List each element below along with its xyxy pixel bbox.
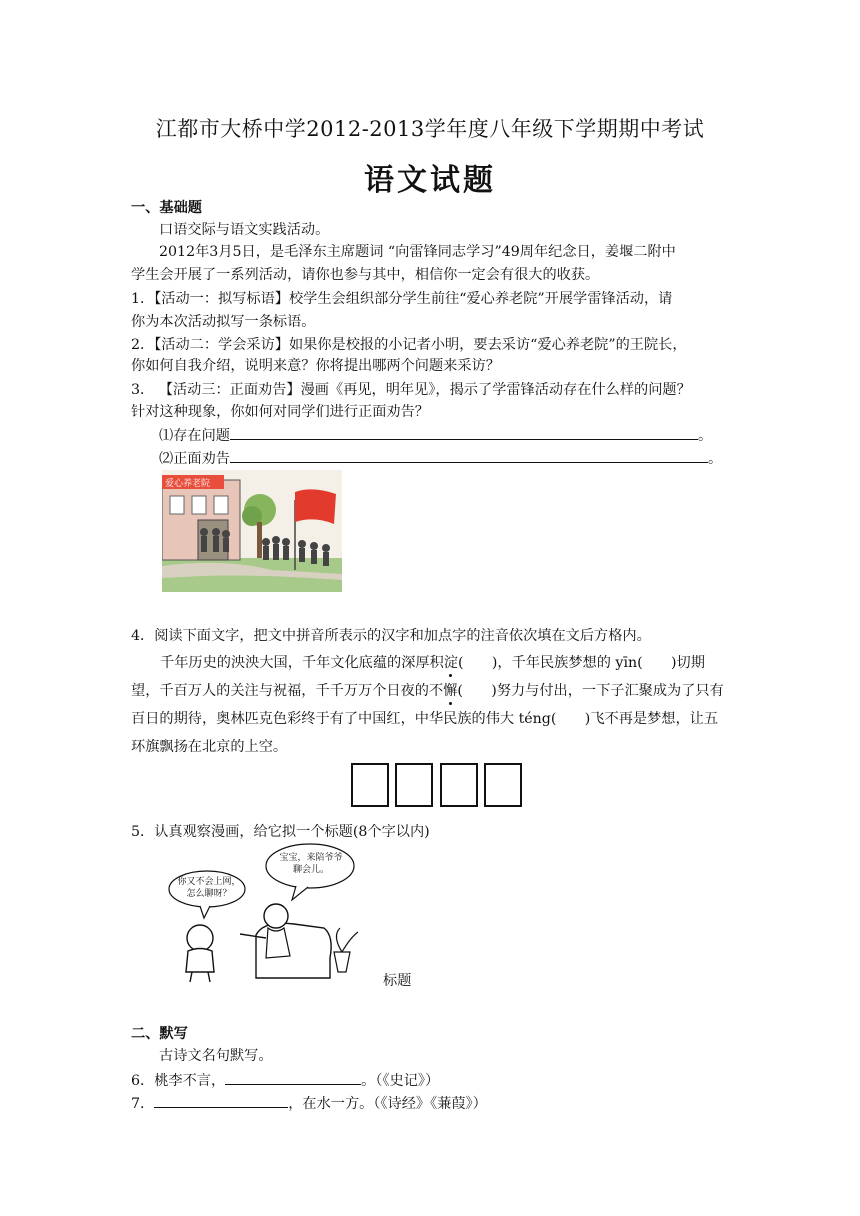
q4-line [131,626,651,646]
q3-sub1-blank[interactable] [230,424,698,440]
answer-box-4[interactable] [484,763,522,807]
q5-line: 5．认真观察漫画，给它拟一个标题(8个字以内) [131,824,430,840]
q4-text-d: ( )努力与付出，一下子汇聚成为了只有百日的期待，奥林匹克色彩终于有了中国红，中华民族的伟大 téng( )飞不再是梦想，让五环旗飘扬在北京的上空。 [131,683,724,755]
nursing-home-sign: 爱心养老院 [165,479,211,489]
answer-box-2[interactable] [395,763,433,807]
q1-line-2: 你为本次活动拟写一条标语。 [131,314,316,330]
q4-passage [131,649,732,761]
q3-sub2-blank[interactable] [230,447,708,463]
exam-title: 江都市大桥中学2012-2013学年度八年级下学期期中考试 [155,117,705,141]
q5-title-label: 标题 [383,973,412,989]
section1-intro: 口语交际与语文实践活动。 [159,222,330,238]
q4-text-c: ( )，千年民族梦想的 yīn( )切期望，千百万人的关注与祝福，千千万万个日夜的不 [131,655,705,699]
q3-sub2 [159,447,722,469]
q7-prefix: 7． [131,1096,155,1112]
q6-suffix: 。（《史记》） [361,1073,440,1089]
q6-blank[interactable] [225,1069,361,1085]
q7-line [131,1092,487,1114]
q4-dotted-char-1: 淀 [443,655,458,671]
q2-line-1: 2．【活动二：学会采访】如果你是校报的小记者小明，要去采访“爱心养老院”的王院长， [131,337,687,353]
q6-line [131,1069,439,1091]
grandpa-cartoon [164,840,364,985]
q3-sub2-label: ⑵正面劝告 [159,451,230,467]
section1-heading: 一、基础题 [131,200,202,216]
section2-intro: 古诗文名句默写。 [159,1048,273,1064]
section2-heading: 二、默写 [131,1026,188,1042]
q4-instruction: 4．阅读下面文字，把文中拼音所表示的汉字和加点字的注音依次填在文后方格内。 [131,628,651,644]
q4-text-a: 千年历史的泱泱大国，千年文化底蕴的深厚积 [160,655,444,671]
q3-line-1: 3． 【活动三：正面劝告】漫画《再见，明年见》，揭示了学雷锋活动存在什么样的问题？ [131,382,691,398]
answer-box-1[interactable] [351,763,389,807]
answer-box-3[interactable] [440,763,478,807]
left-bubble-text: 你又不会上网，怎么聊呀？ [177,877,241,899]
q3-sub1-period: 。 [697,428,713,444]
para-line-1: 2012年3月5日，是毛泽东主席题词 “向雷锋同志学习”49周年纪念日，姜堰二附中 [159,244,676,260]
q4-dotted-char-2: 懈 [443,683,458,699]
q3-sub2-period: 。 [707,451,723,467]
q3-line-2: 针对这种现象，你如何对同学们进行正面劝告？ [131,404,429,420]
exam-subtitle: 语文试题 [364,163,496,198]
para-line-2: 学生会开展了一系列活动，请你也参与其中，相信你一定会有很大的收获。 [131,267,600,283]
lei-feng-cartoon [162,470,342,592]
q2-line-2: 你如何自我介绍，说明来意？你将提出哪两个问题来采访？ [131,358,500,374]
q6-prefix: 6．桃李不言， [131,1073,226,1089]
right-bubble-text: 宝宝，来陪爷爷聊会儿。 [279,853,343,875]
q3-sub1 [159,424,712,446]
q7-blank[interactable] [154,1092,288,1108]
q3-sub1-label: ⑴存在问题 [159,428,230,444]
q7-suffix: ，在水一方。（《诗经》《蒹葭》） [288,1096,487,1112]
q1-line-1: 1．【活动一：拟写标语】校学生会组织部分学生前往“爱心养老院”开展学雷锋活动，请 [131,291,673,307]
